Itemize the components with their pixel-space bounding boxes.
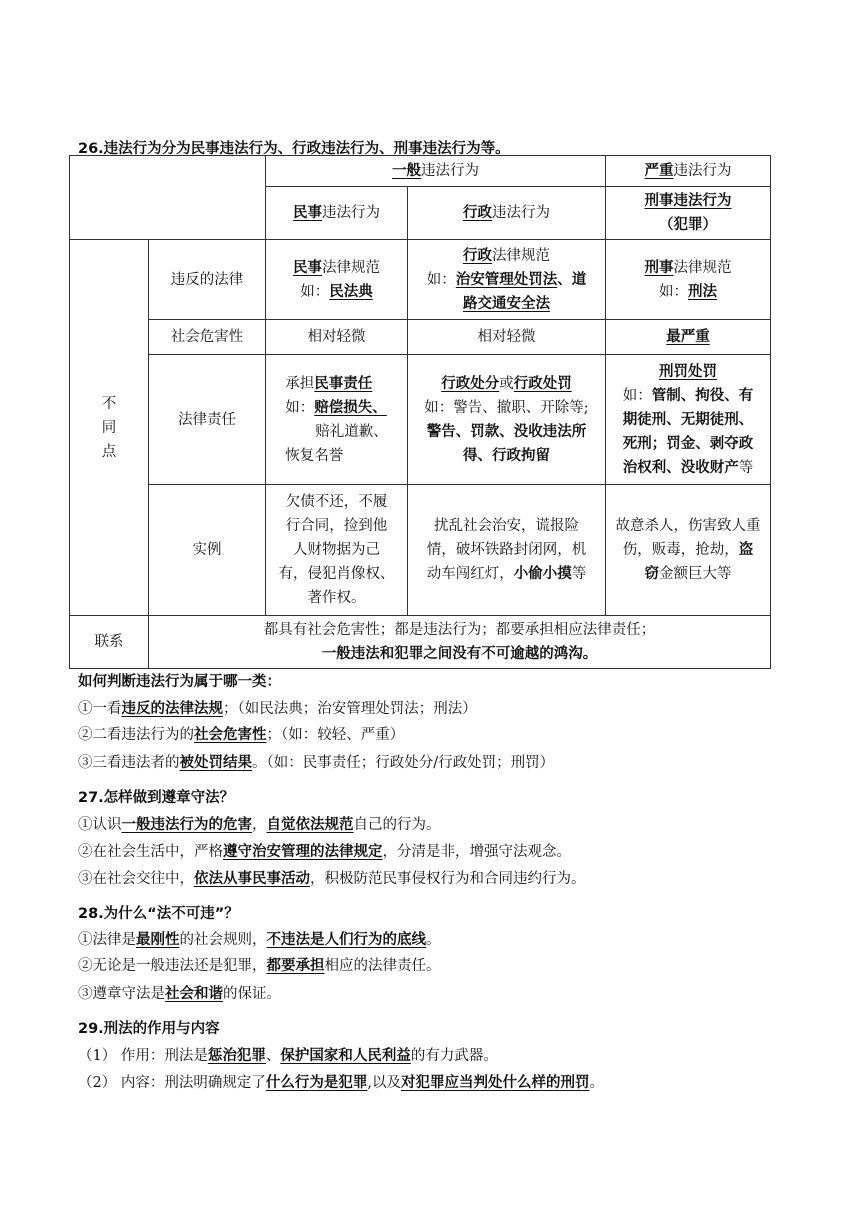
- row-harm-label: 社会危害性: [149, 320, 266, 355]
- illegal-acts-table: [69, 155, 771, 669]
- q28-line-1: ①法律是最刚性的社会规则，不违法是人们行为的底线。: [78, 932, 441, 948]
- q27-line-1: ①认识一般违法行为的危害，自觉依法规范自己的行为。: [78, 817, 441, 833]
- civil-harm-cell: 相对轻微: [266, 320, 408, 355]
- table-corner-cell: [70, 156, 266, 240]
- q28-line-3: ③遵章守法是社会和谐的保证。: [78, 986, 281, 1002]
- criminal-harm-cell: 最严重: [606, 320, 771, 355]
- q28-line-2: ②无论是一般违法还是犯罪，都要承担相应的法律责任。: [78, 958, 441, 974]
- criminal-resp-cell: 刑罚处罚 如：管制、拘役、有 期徒刑、无期徒刑、 死刑；罚金、剥夺政 治权利、没收财产等: [606, 355, 771, 485]
- civil-law-cell: 民事法律规范 如：民法典: [266, 240, 408, 320]
- q27-line-2: ②在社会生活中，严格遵守治安管理的法律规定，分清是非，增强守法观念。: [78, 844, 571, 860]
- judge-line-1: ①一看违反的法律法规；（如民法典；治安管理处罚法；刑法）: [78, 701, 477, 717]
- civil-resp-cell: 承担民事责任 如：赔偿损失、 赔礼道歉、 恢复名誉: [266, 355, 408, 485]
- q27-title: 27.怎样做到遵章守法？: [78, 790, 235, 806]
- q26-title: 26.违法行为分为民事违法行为、行政违法行为、刑事违法行为等。: [78, 141, 510, 157]
- row-resp-label: 法律责任: [149, 355, 266, 485]
- header-general-illegal: 一般违法行为: [266, 156, 606, 187]
- q28-title: 28.为什么“法不可违”？: [78, 906, 239, 922]
- criminal-law-cell: 刑事法律规范 如：刑法: [606, 240, 771, 320]
- header-criminal-illegal: 刑事违法行为 （犯罪）: [606, 187, 771, 240]
- link-content-cell: 都具有社会危害性；都是违法行为；都要承担相应法律责任； 一般违法和犯罪之间没有不可逾越的鸿沟。: [149, 616, 771, 669]
- header-civil-illegal: 民事违法行为: [266, 187, 408, 240]
- judge-line-3: ③三看违法者的被处罚结果。（如：民事责任；行政处分/行政处罚；刑罚）: [78, 755, 555, 771]
- criminal-example-cell: 故意杀人，伤害致人重 伤，贩毒，抢劫，盗 窃金额巨大等: [606, 485, 771, 616]
- row-law-label: 违反的法律: [149, 240, 266, 320]
- row-link-label: 联系: [70, 616, 149, 669]
- q29-line-2: （2） 内容：刑法明确规定了什么行为是犯罪,以及对犯罪应当判处什么样的刑罚。: [78, 1075, 604, 1091]
- q29-title: 29.刑法的作用与内容: [78, 1021, 220, 1037]
- judge-title: 如何判断违法行为属于哪一类：: [78, 674, 281, 690]
- diff-label-cell: 不 同 点: [70, 240, 149, 616]
- q27-line-3: ③在社会交往中，依法从事民事活动，积极防范民事侵权行为和合同违约行为。: [78, 871, 586, 887]
- judge-line-2: ②二看违法行为的社会危害性；（如：较轻、严重）: [78, 727, 405, 743]
- admin-harm-cell: 相对轻微: [408, 320, 606, 355]
- admin-example-cell: 扰乱社会治安，谎报险 情，破坏铁路封闭网，机 动车闯红灯，小偷小摸等: [408, 485, 606, 616]
- admin-resp-cell: 行政处分或行政处罚 如：警告、撤职、开除等; 警告、罚款、没收违法所 得、行政拘留: [408, 355, 606, 485]
- header-severe-illegal: 严重违法行为: [606, 156, 771, 187]
- civil-example-cell: 欠债不还，不履 行合同，捡到他 人财物据为己 有，侵犯肖像权、 著作权。: [266, 485, 408, 616]
- admin-law-cell: 行政法律规范 如：治安管理处罚法、道 路交通安全法: [408, 240, 606, 320]
- header-admin-illegal: 行政违法行为: [408, 187, 606, 240]
- row-example-label: 实例: [149, 485, 266, 616]
- q29-line-1: （1） 作用：刑法是惩治犯罪、保护国家和人民利益的有力武器。: [78, 1048, 498, 1064]
